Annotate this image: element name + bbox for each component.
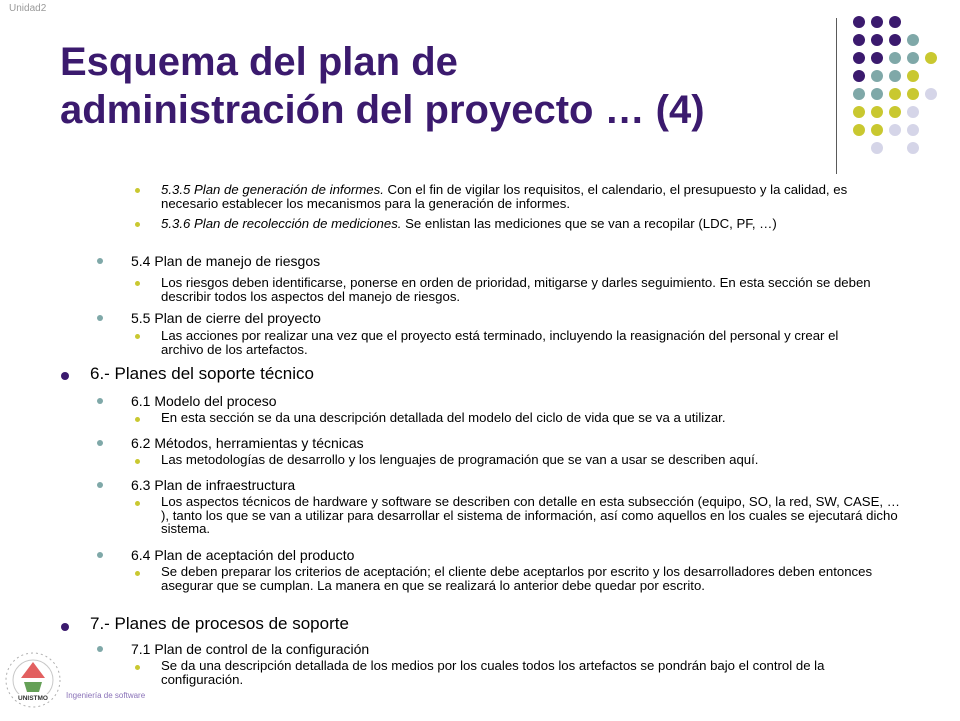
grid-dot — [853, 34, 865, 46]
item-text: 6.2 Métodos, herramientas y técnicas — [131, 435, 364, 451]
grid-dot — [889, 124, 901, 136]
item-text: En esta sección se da una descripción detallada del modelo del ciclo de vida que se va a utilizar. — [161, 410, 726, 425]
bullet-icon — [135, 334, 140, 339]
grid-dot — [889, 106, 901, 118]
grid-dot — [871, 16, 883, 28]
grid-dot — [871, 124, 883, 136]
item-text: 5.5 Plan de cierre del proyecto — [131, 310, 321, 326]
grid-dot — [853, 52, 865, 64]
grid-dot — [871, 142, 883, 154]
grid-dot — [871, 88, 883, 100]
university-logo — [4, 648, 62, 716]
item-text: 6.1 Modelo del proceso — [131, 393, 277, 409]
seal-icon — [4, 648, 62, 716]
item-text: 6.- Planes del soporte técnico — [90, 364, 314, 383]
bullet-icon — [135, 188, 140, 193]
item-text: Las metodologías de desarrollo y los lenguajes de programación que se van a usar se describen aquí. — [161, 452, 759, 467]
item-text: 7.- Planes de procesos de soporte — [90, 614, 349, 633]
bullet-icon — [61, 372, 69, 380]
grid-dot — [889, 88, 901, 100]
bullet-icon — [135, 459, 140, 464]
item-text: Los riesgos deben identificarse, ponerse en orden de prioridad, mitigarse y darles seguimiento. En esta sección se deben describir todos los aspectos del manejo de riesgos. — [161, 275, 871, 304]
item-text: 7.1 Plan de control de la configuración — [131, 641, 370, 657]
grid-dot — [871, 70, 883, 82]
grid-dot — [853, 124, 865, 136]
bullet-icon — [135, 417, 140, 422]
bullet-icon — [97, 646, 103, 652]
grid-dot — [925, 52, 937, 64]
item-emphasis: 5.3.5 Plan de generación de informes. — [161, 182, 384, 197]
item-text: 6.4 Plan de aceptación del producto — [131, 547, 355, 563]
title-divider — [836, 18, 837, 174]
bullet-icon — [135, 281, 140, 286]
grid-dot — [925, 88, 937, 100]
bullet-icon — [97, 315, 103, 321]
item-text: Se da una descripción detallada de los medios por los cuales todos los artefactos se pondrán bajo el control de la configuración. — [161, 658, 825, 687]
grid-dot — [907, 124, 919, 136]
item-text: Los aspectos técnicos de hardware y software se describen con detalle en esta subsección (equipo, SO, la red, SW, CASE, … ), tanto los que se van a utilizar para desarrollar el sistema de información, así como aquellos en los cuales se ejecutará dicho sistema. — [161, 494, 900, 536]
grid-dot — [889, 34, 901, 46]
bullet-icon — [135, 222, 140, 227]
grid-dot — [853, 16, 865, 28]
grid-dot — [853, 106, 865, 118]
grid-dot — [871, 34, 883, 46]
footer-course: Ingeniería de software — [66, 691, 146, 700]
bullet-icon — [135, 665, 140, 670]
title-line-2: administración del proyecto … (4) — [60, 88, 705, 132]
bullet-icon — [97, 552, 103, 558]
grid-dot — [907, 106, 919, 118]
bullet-icon — [135, 571, 140, 576]
grid-dot — [871, 106, 883, 118]
bullet-icon — [97, 258, 103, 264]
grid-dot — [853, 70, 865, 82]
title-line-1: Esquema del plan de — [60, 40, 458, 84]
item-emphasis: 5.3.6 Plan de recolección de mediciones. — [161, 216, 402, 231]
page-title — [60, 38, 840, 134]
item-text: 5.4 Plan de manejo de riesgos — [131, 253, 321, 269]
grid-dot — [889, 16, 901, 28]
logo-text: UNISTMO — [18, 695, 48, 702]
bullet-icon — [97, 398, 103, 404]
item-text: Se deben preparar los criterios de aceptación; el cliente debe aceptarlos por escrito y los desarrolladores deben entonces asegurar que se cumplan. La manera en que se realizará lo anterior debe quedar por escrito. — [161, 564, 873, 593]
grid-dot — [907, 142, 919, 154]
bullet-icon — [97, 440, 103, 446]
grid-dot — [871, 52, 883, 64]
item-text: Se enlistan las mediciones que se van a recopilar (LDC, PF, …) — [401, 216, 777, 231]
grid-dot — [889, 52, 901, 64]
item-text: Con el fin de vigilar los requisitos, el calendario, el presupuesto y la calidad, es necesario establecer los mecanismos para la generación de informes. — [161, 182, 848, 211]
grid-dot — [907, 52, 919, 64]
grid-dot — [889, 70, 901, 82]
grid-dot — [853, 88, 865, 100]
grid-dot — [907, 34, 919, 46]
item-text: 6.3 Plan de infraestructura — [131, 477, 296, 493]
item-text: Las acciones por realizar una vez que el proyecto está terminado, incluyendo la reasignación del personal y crear el archivo de los artefactos. — [161, 328, 839, 357]
bullet-icon — [135, 501, 140, 506]
grid-dot — [907, 70, 919, 82]
bullet-icon — [61, 623, 69, 631]
unit-label: Unidad2 — [9, 3, 47, 14]
grid-dot — [907, 88, 919, 100]
bullet-icon — [97, 482, 103, 488]
decorative-dot-grid — [853, 16, 953, 156]
